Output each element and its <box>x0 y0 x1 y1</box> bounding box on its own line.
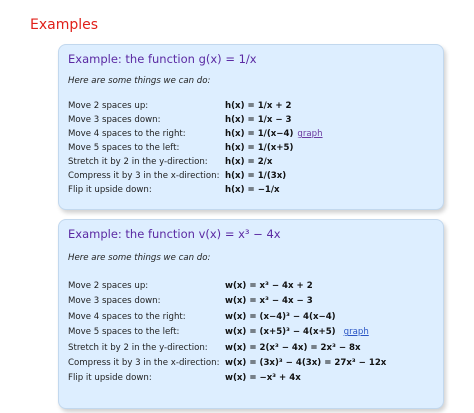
formula-text: h(x) = 1/x − 3 <box>225 115 292 125</box>
transform-formula <box>225 281 313 291</box>
transform-formula <box>225 101 292 111</box>
formula-text: h(x) = 1/(x+5) <box>225 143 294 153</box>
transform-formula <box>225 296 313 306</box>
transform-description: Move 4 spaces to the right: <box>68 311 186 322</box>
transform-description: Move 4 spaces to the right: <box>68 129 186 139</box>
graph-link[interactable]: graph <box>297 129 323 139</box>
formula-text: w(x) = x³ − 4x − 3 <box>225 296 313 307</box>
transform-description: Stretch it by 2 in the y-direction: <box>68 342 208 353</box>
transform-description: Compress it by 3 in the x-direction: <box>68 171 220 181</box>
formula-text: w(x) = x³ − 4x + 2 <box>225 281 313 291</box>
formula-text: w(x) = 2(x³ − 4x) = 2x³ − 8x <box>225 342 361 353</box>
transform-description: Compress it by 3 in the x-direction: <box>68 357 220 368</box>
transform-description: Stretch it by 2 in the y-direction: <box>68 157 208 167</box>
example-box-g <box>58 44 444 210</box>
transform-formula <box>225 143 293 153</box>
transform-description: Move 2 spaces up: <box>68 281 149 291</box>
transform-description: Move 5 spaces to the left: <box>68 327 180 338</box>
transform-formula <box>225 312 336 322</box>
formula-text: h(x) = 2/x <box>225 157 273 167</box>
transform-formula <box>225 373 301 383</box>
example-title: Example: the function g(x) = 1/x <box>68 52 257 66</box>
transform-formula <box>225 327 369 337</box>
transform-formula <box>225 171 286 181</box>
formula-text: h(x) = 1/(x−4) <box>225 129 294 139</box>
formula-text: h(x) = 1/x + 2 <box>225 101 292 111</box>
formula-text: w(x) = −x³ + 4x <box>225 373 301 384</box>
formula-text: w(x) = (x+5)³ − 4(x+5) <box>225 327 336 338</box>
formula-text: h(x) = 1/(3x) <box>225 171 287 181</box>
transform-description: Flip it upside down: <box>68 373 152 384</box>
transform-formula <box>225 115 292 125</box>
example-intro: Here are some things we can do: <box>68 253 211 263</box>
transform-formula <box>225 129 323 139</box>
transform-description: Move 3 spaces down: <box>68 296 161 307</box>
section-heading: Examples <box>30 17 99 33</box>
example-title: Example: the function v(x) = x³ − 4x <box>68 227 281 241</box>
example-box-v <box>58 219 444 409</box>
formula-text: w(x) = (x−4)³ − 4(x−4) <box>225 311 336 322</box>
transform-description: Move 5 spaces to the left: <box>68 143 180 153</box>
transform-formula <box>225 343 361 353</box>
transform-formula <box>225 185 280 195</box>
formula-text: h(x) = −1/x <box>225 185 280 195</box>
transform-formula <box>225 358 386 368</box>
transform-description: Move 2 spaces up: <box>68 101 149 111</box>
example-intro: Here are some things we can do: <box>68 76 211 86</box>
transform-description: Move 3 spaces down: <box>68 115 161 125</box>
formula-text: w(x) = (3x)³ − 4(3x) = 27x³ − 12x <box>225 357 387 368</box>
transform-formula <box>225 157 272 167</box>
graph-link[interactable]: graph <box>343 327 369 338</box>
transform-description: Flip it upside down: <box>68 185 152 195</box>
